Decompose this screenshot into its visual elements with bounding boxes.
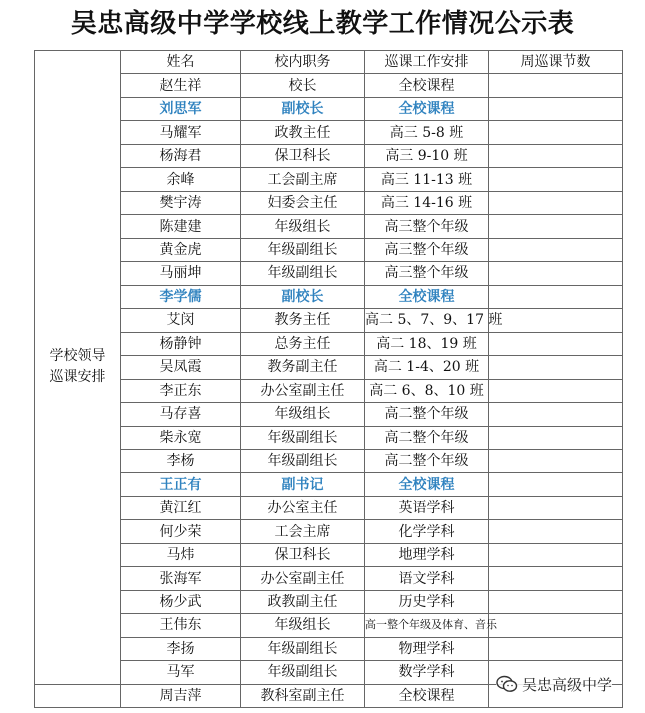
name-cell: 王正有 [121,473,241,496]
table-row [35,543,623,566]
post-cell: 保卫科长 [241,144,365,167]
post-cell: 年级组长 [241,614,365,637]
post-cell: 年级组长 [241,403,365,426]
name-cell: 马军 [121,661,241,684]
post-cell: 政教主任 [241,121,365,144]
table-row [35,332,623,355]
post-cell: 保卫科长 [241,543,365,566]
count-cell [489,520,623,543]
count-cell [489,309,623,332]
header-task: 巡课工作安排 [365,51,489,74]
count-cell [489,496,623,519]
count-cell [489,97,623,120]
count-cell [489,403,623,426]
post-cell: 政教副主任 [241,590,365,613]
post-cell: 副校长 [241,285,365,308]
post-cell: 副校长 [241,97,365,120]
name-cell: 吴凤霞 [121,356,241,379]
count-cell [489,449,623,472]
group-blank-cell [35,684,121,707]
table-row [35,496,623,519]
post-cell: 年级副组长 [241,238,365,261]
task-cell: 高二 6、8、10 班 [365,379,489,402]
count-cell [489,121,623,144]
name-cell: 黄江红 [121,496,241,519]
task-cell: 高三 11-13 班 [365,168,489,191]
watermark [496,672,612,696]
post-cell: 年级副组长 [241,637,365,660]
name-cell: 马丽坤 [121,262,241,285]
post-cell: 办公室副主任 [241,567,365,590]
post-cell: 总务主任 [241,332,365,355]
task-cell: 物理学科 [365,637,489,660]
table-row [35,238,623,261]
name-cell: 赵生祥 [121,74,241,97]
table-row [35,215,623,238]
post-cell: 办公室主任 [241,496,365,519]
task-cell: 高三 14-16 班 [365,191,489,214]
count-cell [489,285,623,308]
task-cell: 高三 5-8 班 [365,121,489,144]
table-row [35,637,623,660]
name-cell: 余峰 [121,168,241,191]
post-cell: 年级副组长 [241,262,365,285]
name-cell: 杨少武 [121,590,241,613]
post-cell: 年级副组长 [241,449,365,472]
count-cell [489,191,623,214]
count-cell [489,614,623,637]
name-cell: 刘思军 [121,97,241,120]
post-cell: 年级副组长 [241,426,365,449]
table-row [35,567,623,590]
count-cell [489,356,623,379]
post-cell: 教务副主任 [241,356,365,379]
post-cell: 工会副主席 [241,168,365,191]
table-row [35,356,623,379]
post-cell: 教科室副主任 [241,684,365,707]
task-cell: 高三整个年级 [365,262,489,285]
header-name: 姓名 [121,51,241,74]
count-cell [489,590,623,613]
task-cell: 数学学科 [365,661,489,684]
name-cell: 李学儒 [121,285,241,308]
count-cell [489,543,623,566]
page-title: 吴忠高级中学学校线上教学工作情况公示表 [70,9,575,39]
count-cell [489,168,623,191]
name-cell: 杨静钟 [121,332,241,355]
task-cell: 英语学科 [365,496,489,519]
wechat-icon [496,675,518,693]
name-cell: 李扬 [121,637,241,660]
table-row [35,191,623,214]
post-cell: 年级组长 [241,215,365,238]
task-cell: 全校课程 [365,97,489,120]
name-cell: 何少荣 [121,520,241,543]
post-cell: 教务主任 [241,309,365,332]
header-post: 校内职务 [241,51,365,74]
post-cell: 办公室副主任 [241,379,365,402]
post-cell: 校长 [241,74,365,97]
task-cell: 高二 5、7、9、17 班 [365,309,489,332]
table-row [35,168,623,191]
table-row [35,426,623,449]
table-row [35,379,623,402]
task-cell: 全校课程 [365,684,489,707]
table-row [35,121,623,144]
name-cell: 杨海君 [121,144,241,167]
task-cell: 高二整个年级 [365,426,489,449]
post-cell: 年级副组长 [241,661,365,684]
header-count: 周巡课节数 [489,51,623,74]
task-cell: 高二 1-4、20 班 [365,356,489,379]
count-cell [489,262,623,285]
watermark-text: 吴忠高级中学 [522,675,613,694]
task-cell: 高三整个年级 [365,238,489,261]
table-row [35,473,623,496]
name-cell: 黄金虎 [121,238,241,261]
table-row [35,285,623,308]
count-cell [489,473,623,496]
name-cell: 马炜 [121,543,241,566]
count-cell [489,74,623,97]
name-cell: 樊宇涛 [121,191,241,214]
table-row [35,262,623,285]
table-row [35,449,623,472]
task-cell: 全校课程 [365,473,489,496]
table-row [35,309,623,332]
name-cell: 艾闵 [121,309,241,332]
name-cell: 马耀军 [121,121,241,144]
task-cell: 化学学科 [365,520,489,543]
name-cell: 李杨 [121,449,241,472]
task-cell: 高三 9-10 班 [365,144,489,167]
header-row [35,51,623,74]
task-cell: 地理学科 [365,543,489,566]
table-row [35,144,623,167]
patrol-table [34,50,623,708]
name-cell: 张海军 [121,567,241,590]
table-row [35,97,623,120]
task-cell: 全校课程 [365,285,489,308]
table-row [35,520,623,543]
task-cell: 高二整个年级 [365,449,489,472]
name-cell: 王伟东 [121,614,241,637]
post-cell: 副书记 [241,473,365,496]
name-cell: 陈建建 [121,215,241,238]
task-cell: 高三整个年级 [365,215,489,238]
table-body [35,51,623,708]
task-cell: 全校课程 [365,74,489,97]
count-cell [489,144,623,167]
table-row [35,614,623,637]
task-cell: 高一整个年级及体育、音乐 [365,614,489,637]
post-cell: 工会主席 [241,520,365,543]
count-cell [489,215,623,238]
post-cell: 妇委会主任 [241,191,365,214]
group-label-cell [35,51,121,685]
name-cell: 李正东 [121,379,241,402]
count-cell [489,379,623,402]
name-cell: 马存喜 [121,403,241,426]
group-label: 学校领导 巡课安排 [49,348,106,386]
name-cell: 周吉萍 [121,684,241,707]
name-cell: 柴永宽 [121,426,241,449]
table-row [35,403,623,426]
count-cell [489,567,623,590]
task-cell: 语文学科 [365,567,489,590]
count-cell [489,426,623,449]
task-cell: 高二 18、19 班 [365,332,489,355]
count-cell [489,332,623,355]
task-cell: 历史学科 [365,590,489,613]
count-cell [489,637,623,660]
count-cell [489,238,623,261]
task-cell: 高二整个年级 [365,403,489,426]
table-row [35,74,623,97]
table-row [35,590,623,613]
